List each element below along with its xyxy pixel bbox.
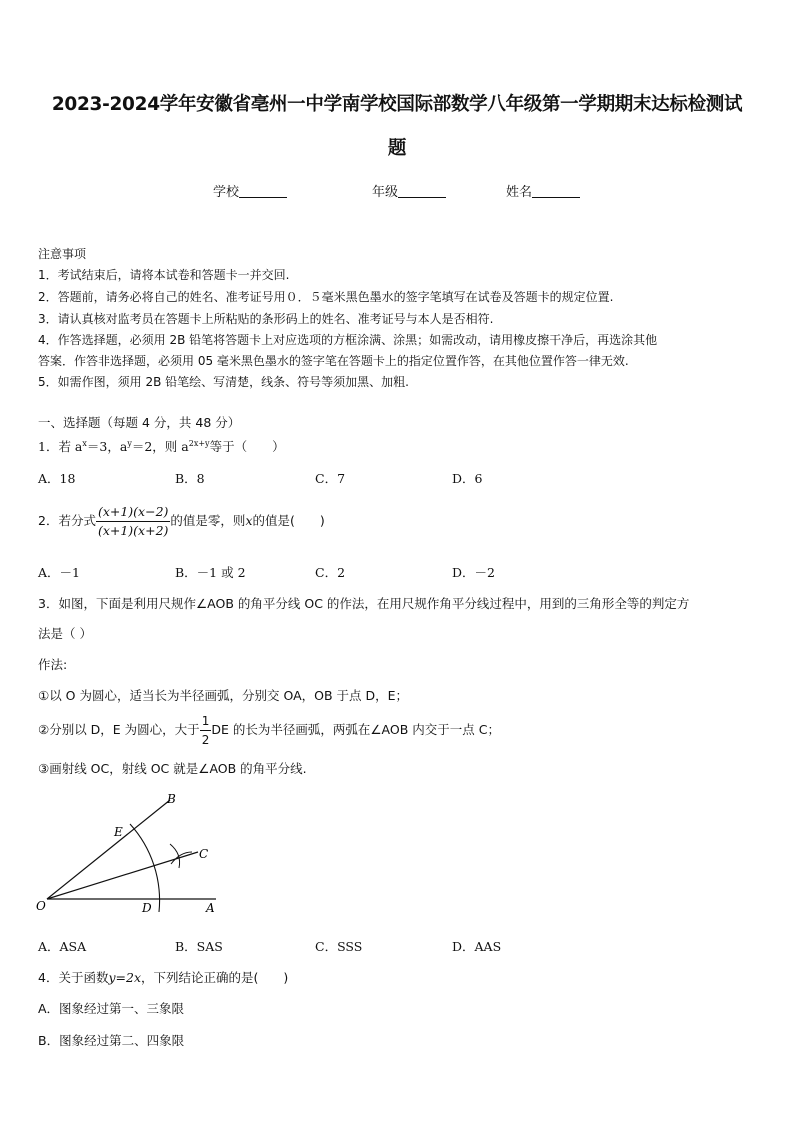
q2-text-a: 2．若分式 xyxy=(38,513,96,528)
name-field xyxy=(506,181,580,200)
school-field xyxy=(213,181,287,200)
title-line-1: 2023-2024学年安徽省亳州一中学南学校国际部数学八年级第一学期期末达标检测试 xyxy=(51,94,743,115)
q3-method: 作法: xyxy=(38,657,68,672)
arc-from-d xyxy=(170,844,180,868)
page-title xyxy=(38,83,756,171)
title-line-2: 题 xyxy=(387,138,407,159)
q1-exp-2x-y: 2x+y xyxy=(188,439,210,448)
q4-text-b: ，下列结论正确的是( ) xyxy=(141,970,289,985)
notice-item-1: 1．考试结束后，请将本试卷和答题卡一并交回. xyxy=(38,268,290,282)
q3-stem-line-2: 法是（ ） xyxy=(38,626,92,641)
notice-item-5: 5．如需作图，须用 2B 铅笔绘、写清楚，线条、符号等须加黑、加粗. xyxy=(38,375,409,389)
q3-half-num: 1 xyxy=(200,712,212,731)
q3-angle-bisector-figure xyxy=(30,788,230,918)
q1-option-a[interactable]: A．18 xyxy=(38,471,76,486)
q3-half-den: 2 xyxy=(201,733,210,747)
q3-half-fraction xyxy=(200,712,212,749)
q3-option-c[interactable]: C．SSS xyxy=(315,939,363,954)
label-a: A xyxy=(206,901,215,915)
q2-variable: x xyxy=(245,513,253,528)
arc-from-e xyxy=(171,852,192,864)
q4-option-b[interactable]: B．图象经过第二、四象限 xyxy=(38,1033,185,1048)
label-d: D xyxy=(142,901,152,915)
q4-function: y=2x xyxy=(108,970,141,985)
q3-option-b[interactable]: B．SAS xyxy=(175,939,223,954)
q2-fraction xyxy=(96,503,170,540)
grade-field xyxy=(372,181,446,200)
section-heading: 一、选择题（每题 4 分，共 48 分） xyxy=(38,415,241,430)
notice-item-2: 2．答题前，请务必将自己的姓名、准考证号用０．５毫米黑色墨水的签字笔填写在试卷及答题卡的规定位置. xyxy=(38,290,614,304)
label-o: O xyxy=(36,899,46,913)
name-label: 姓名 xyxy=(506,185,533,200)
q2-stem xyxy=(38,503,325,540)
q2-option-c[interactable]: C．2 xyxy=(315,565,346,580)
school-label: 学校 xyxy=(213,185,240,200)
q1-text-c: ＝2，则 a xyxy=(131,439,189,454)
q2-option-d[interactable]: D．－2 xyxy=(452,565,495,580)
q1-text-d: 等于（ ） xyxy=(209,439,285,454)
q3-option-a[interactable]: A．ASA xyxy=(38,939,87,954)
q3-stem-line-1: 3．如图，下面是利用尺规作∠AOB 的角平分线 OC 的作法，在用尺规作角平分线过程中，用到的三角形全等的判定方 xyxy=(38,596,690,611)
ray-ob xyxy=(47,800,170,899)
q4-option-a[interactable]: A．图象经过第一、三象限 xyxy=(38,1001,185,1016)
q2-text-b: 的值是零，则 xyxy=(170,513,246,528)
q3-step-2-text-b: DE 的长为半径画弧，两弧在∠AOB 内交于一点 C； xyxy=(211,722,500,737)
q3-step-3: ③画射线 OC，射线 OC 就是∠AOB 的角平分线. xyxy=(38,761,307,776)
q4-text-a: 4．关于函数 xyxy=(38,970,109,985)
grade-blank[interactable] xyxy=(398,185,446,198)
q1-option-c[interactable]: C．7 xyxy=(315,471,346,486)
q1-exp-x: x xyxy=(82,439,87,448)
q2-denominator: (x+1)(x+2) xyxy=(97,523,169,538)
name-blank[interactable] xyxy=(532,185,580,198)
label-b: B xyxy=(167,792,176,806)
notice-item-4-cont: 答案．作答非选择题，必须用 05 毫米黑色墨水的签字笔在答题卡上的指定位置作答，在其他位置作答一律无效. xyxy=(38,354,629,368)
q2-option-a[interactable]: A．－1 xyxy=(38,565,80,580)
q3-option-d[interactable]: D．AAS xyxy=(452,939,502,954)
q2-option-b[interactable]: B．－1 或 2 xyxy=(175,565,246,580)
label-e: E xyxy=(114,825,123,839)
q2-numerator: (x+1)(x−2) xyxy=(96,503,170,522)
q1-text-b: ＝3，a xyxy=(86,439,128,454)
q3-step-2 xyxy=(38,712,500,749)
q4-stem xyxy=(38,968,288,986)
grade-label: 年级 xyxy=(372,185,399,200)
q1-option-d[interactable]: D．6 xyxy=(452,471,483,486)
q1-exp-y: y xyxy=(127,439,132,448)
q1-option-b[interactable]: B．8 xyxy=(175,471,205,486)
q1-text-a: 1．若 a xyxy=(38,439,83,454)
q1-stem xyxy=(38,437,285,455)
q3-step-1: ①以 O 为圆心，适当长为半径画弧，分别交 OA，OB 于点 D，E； xyxy=(38,688,409,703)
notice-item-3: 3．请认真核对监考员在答题卡上所粘贴的条形码上的姓名、准考证号与本人是否相符. xyxy=(38,312,494,326)
label-c: C xyxy=(199,847,209,861)
q3-step-2-text-a: ②分别以 D，E 为圆心，大于 xyxy=(38,722,200,737)
q2-text-c: 的值是( ) xyxy=(252,513,325,528)
school-blank[interactable] xyxy=(239,185,287,198)
notice-heading: 注意事项 xyxy=(38,247,87,261)
notice-item-4: 4．作答选择题，必须用 2B 铅笔将答题卡上对应选项的方框涂满、涂黑；如需改动，请用橡皮擦干净后，再选涂其他 xyxy=(38,333,658,347)
